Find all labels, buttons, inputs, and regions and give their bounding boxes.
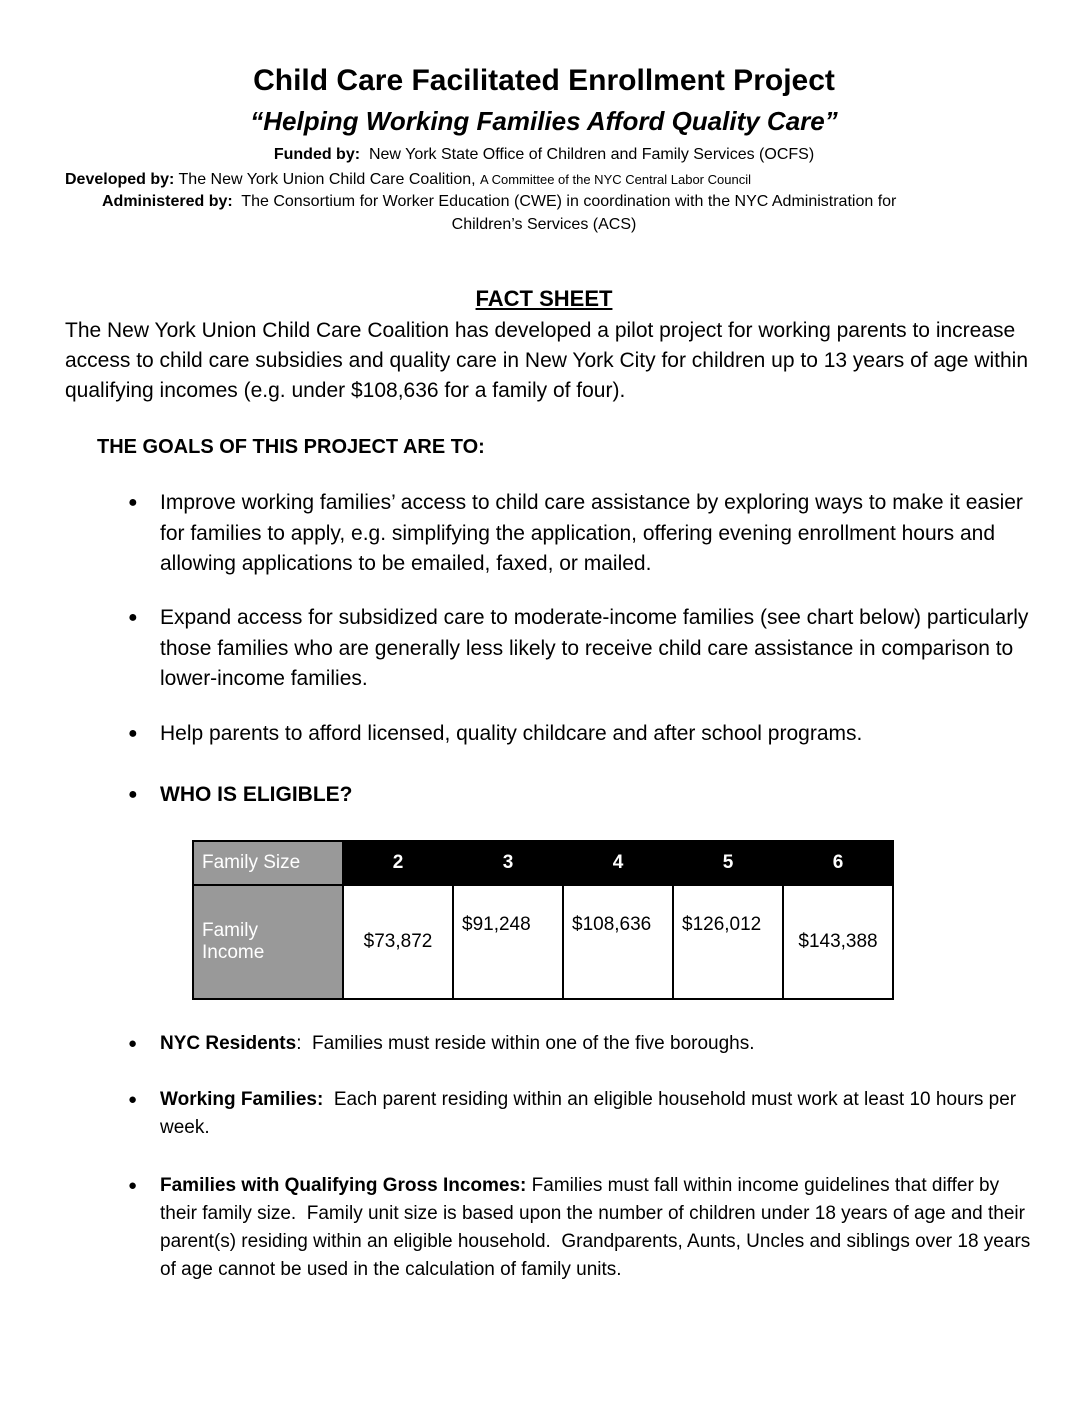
bullet-icon: ● (128, 725, 138, 742)
administered-by-text: The Consortium for Worker Education (CWE) in coordination with the NYC Administration for (241, 193, 897, 210)
eligibility-table (192, 840, 894, 1000)
family-income-cell: $126,012 (673, 885, 783, 999)
requirement-text (160, 1030, 1040, 1058)
funded-by-text: New York State Office of Children and Family Services (OCFS) (368, 146, 815, 163)
bullet-icon: ● (128, 494, 138, 511)
family-income-row (193, 885, 893, 999)
family-income-cell: $91,248 (453, 885, 563, 999)
administered-by-line (102, 193, 896, 211)
document-title: Child Care Facilitated Enrollment Project (253, 64, 835, 97)
family-size-cell: 3 (453, 841, 563, 885)
goal-text: Help parents to afford licensed, quality childcare and after school programs. (160, 722, 863, 745)
bullet-icon: ● (128, 1035, 138, 1052)
intro-paragraph: The New York Union Child Care Coalition has developed a pilot project for working parents to increase access to child care subsidies and quality care in New York City for children up to 13 years of age within qualifying incomes (e.g. under $108,636 for a family of four). (65, 319, 1029, 402)
family-size-row (193, 841, 893, 885)
family-income-cell: $108,636 (563, 885, 673, 999)
family-income-cell: $143,388 (783, 885, 893, 999)
requirement-body: Families must fall within income guidelines that differ by their family size. Family unit size is based upon the number of children under 18 years of age and their parent(s) residing within an eligible household. Grandparents, Aunts, Uncles and siblings over 18 years of age cannot be used in the calculation of family units. (160, 1175, 1036, 1280)
requirement-label: Working Families: (160, 1089, 324, 1110)
document-subtitle: “Helping Working Families Afford Quality Care” (250, 106, 838, 136)
requirement-body: : Families must reside within one of the five boroughs. (296, 1033, 755, 1054)
family-size-cell: 6 (783, 841, 893, 885)
family-size-label: Family Size (193, 841, 343, 885)
family-size-cell: 2 (343, 841, 453, 885)
requirement-body: Each parent residing within an eligible household must work at least 10 hours per week. (160, 1089, 1022, 1138)
administered-by-text-cont: Children’s Services (ACS) (451, 216, 637, 233)
family-income-cell: $73,872 (343, 885, 453, 999)
eligible-heading: WHO IS ELIGIBLE? (160, 783, 353, 806)
developed-by-line (65, 171, 751, 189)
family-income-label: Family Income (193, 885, 343, 999)
family-size-cell: 5 (673, 841, 783, 885)
goal-text: Expand access for subsidized care to moderate-income families (see chart below) particularly those families who are generally less likely to receive child care assistance in comparison to lower-income families. (160, 606, 1029, 690)
bullet-icon: ● (128, 786, 138, 803)
bullet-icon: ● (128, 1091, 138, 1108)
funded-by-label: Funded by: (273, 146, 361, 163)
developed-by-note: A Committee of the NYC Central Labor Council (480, 172, 751, 187)
requirement-label: Families with Qualifying Gross Incomes: (160, 1175, 527, 1196)
fact-sheet-heading: FACT SHEET (475, 286, 613, 311)
requirement-text (160, 1086, 1040, 1142)
goal-text: Improve working families’ access to child care assistance by exploring ways to make it easier for families to apply, e.g. simplifying the application, offering evening enrollment hours and allowing applications to be emailed, faxed, or mailed. (160, 491, 1023, 575)
funded-by-line (0, 146, 1088, 164)
developed-by-label: Developed by: (65, 171, 175, 188)
goals-heading: THE GOALS OF THIS PROJECT ARE TO: (97, 436, 485, 458)
bullet-icon: ● (128, 1177, 138, 1194)
requirement-label: NYC Residents (160, 1033, 297, 1054)
family-size-cell: 4 (563, 841, 673, 885)
administered-by-label: Administered by: (102, 193, 233, 210)
requirement-text (160, 1172, 1040, 1284)
developed-by-text: The New York Union Child Care Coalition, (178, 171, 476, 188)
bullet-icon: ● (128, 609, 138, 626)
